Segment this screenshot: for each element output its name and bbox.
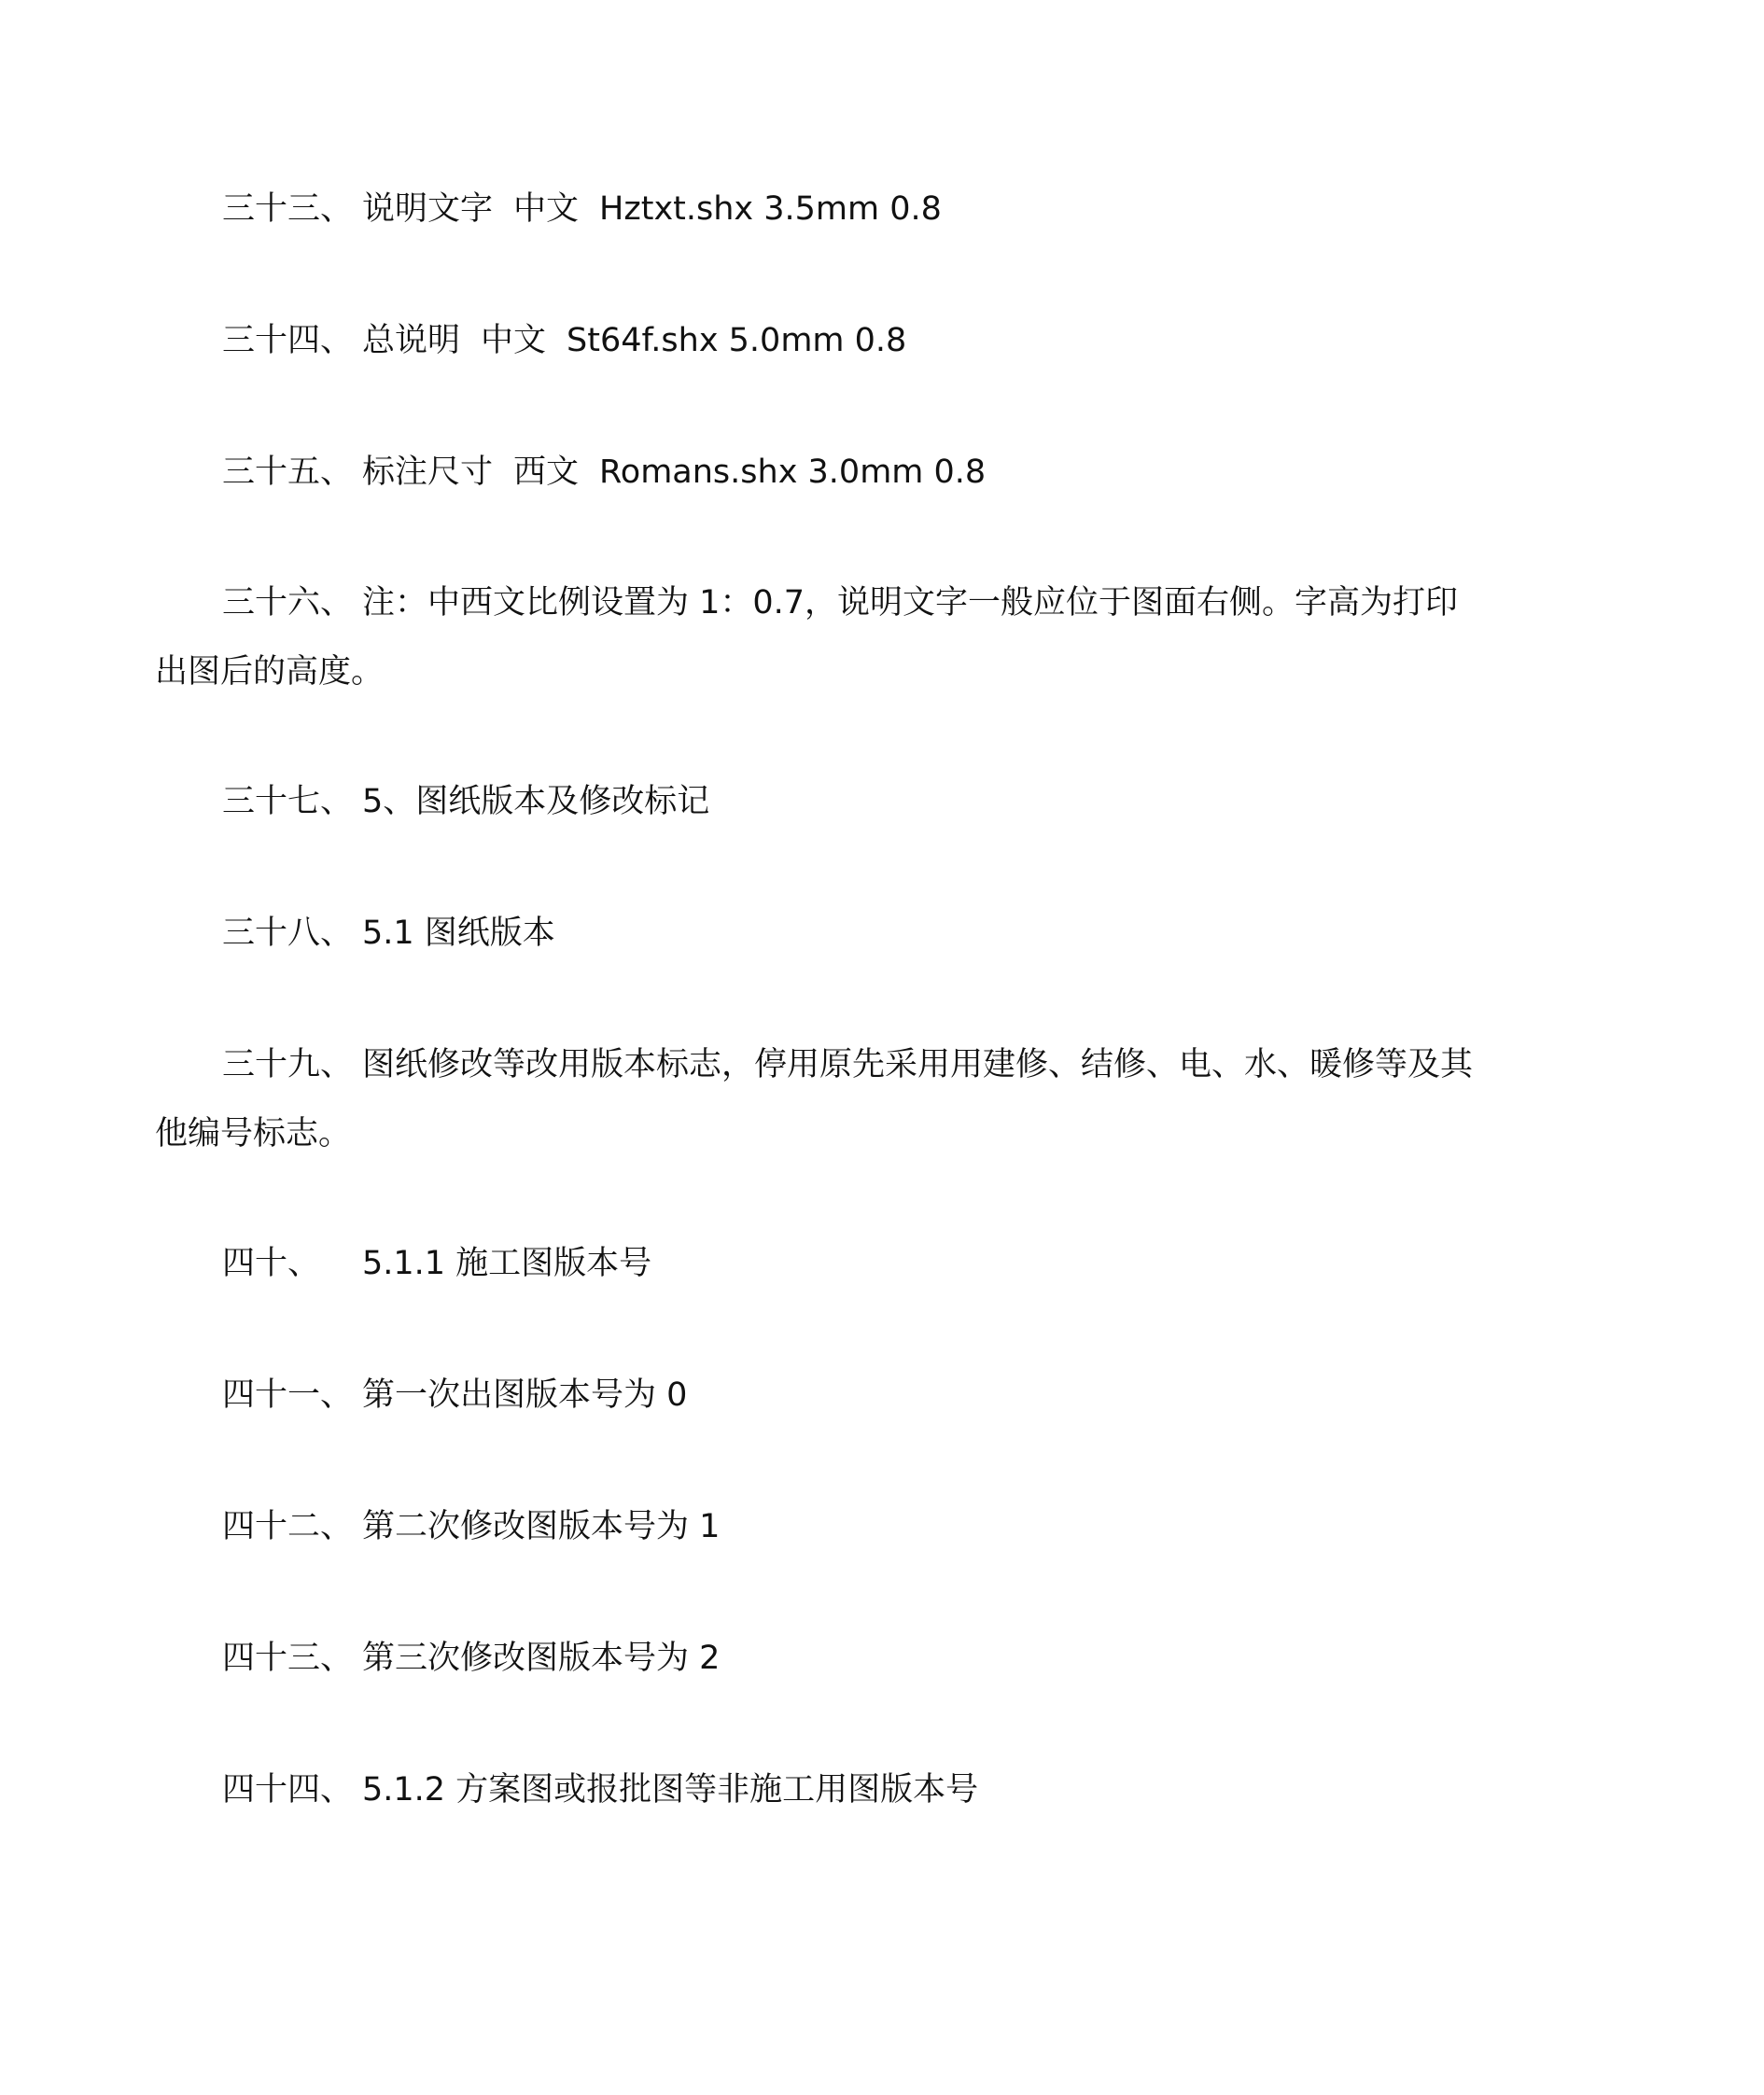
- paragraph-number: 四十三、: [222, 1640, 354, 1677]
- paragraph-part: 说明文字: [362, 190, 494, 228]
- paragraph-number: 四十四、: [222, 1771, 354, 1809]
- paragraph-part: 中文: [513, 190, 580, 228]
- paragraph-34: [222, 306, 1538, 375]
- paragraph-number: 三十九、: [222, 1046, 354, 1083]
- paragraph-33: [222, 175, 1538, 244]
- paragraph-number: 三十六、: [222, 584, 354, 622]
- paragraph-text: 5.1.2 方案图或报批图等非施工用图版本号: [362, 1771, 979, 1809]
- paragraph-number: 三十四、: [222, 322, 354, 359]
- paragraph-number: 三十八、: [222, 915, 354, 952]
- paragraph-40: [222, 1229, 1538, 1298]
- paragraph-part: 总说明: [362, 322, 461, 359]
- paragraph-part: St64f.shx 5.0mm 0.8: [567, 322, 907, 359]
- paragraph-part: 标注尺寸: [362, 454, 494, 491]
- paragraph-text: 第三次修改图版本号为 2: [362, 1640, 721, 1677]
- paragraph-38: [222, 899, 1538, 968]
- paragraph-41: [222, 1361, 1538, 1430]
- paragraph-part: Hztxt.shx 3.5mm 0.8: [599, 190, 942, 228]
- paragraph-text: 第一次出图版本号为 0: [362, 1376, 688, 1414]
- paragraph-42: [222, 1492, 1538, 1561]
- paragraph-number: 三十七、: [222, 783, 354, 820]
- paragraph-number: 四十一、: [222, 1376, 354, 1414]
- paragraph-number: 三十五、: [222, 454, 354, 491]
- paragraph-number: 三十三、: [222, 190, 354, 228]
- paragraph-number: 四十、: [222, 1245, 321, 1282]
- paragraph-text: 第二次修改图版本号为 1: [362, 1508, 721, 1545]
- paragraph-part: 中文: [481, 322, 547, 359]
- paragraph-43: [222, 1624, 1538, 1693]
- paragraph-36: [155, 568, 1480, 706]
- paragraph-39: [155, 1030, 1480, 1168]
- paragraph-number: 四十二、: [222, 1508, 354, 1545]
- paragraph-part: 西文: [513, 454, 580, 491]
- paragraph-part: Romans.shx 3.0mm 0.8: [599, 454, 987, 491]
- paragraph-44: [222, 1755, 1538, 1824]
- paragraph-text: 5.1.1 施工图版本号: [362, 1245, 652, 1282]
- paragraph-text: 5、图纸版本及修改标记: [362, 783, 710, 820]
- paragraph-text: 5.1 图纸版本: [362, 915, 555, 952]
- paragraph-text: 图纸修改等改用版本标志，停用原先采用用建修、结修、电、水、暖修等及其他编号标志。: [155, 1046, 1474, 1152]
- paragraph-text: 注：中西文比例设置为 1：0.7，说明文字一般应位于图面右侧。字高为打印出图后的高度。: [155, 584, 1459, 691]
- paragraph-35: [222, 438, 1538, 507]
- paragraph-37: [222, 767, 1538, 836]
